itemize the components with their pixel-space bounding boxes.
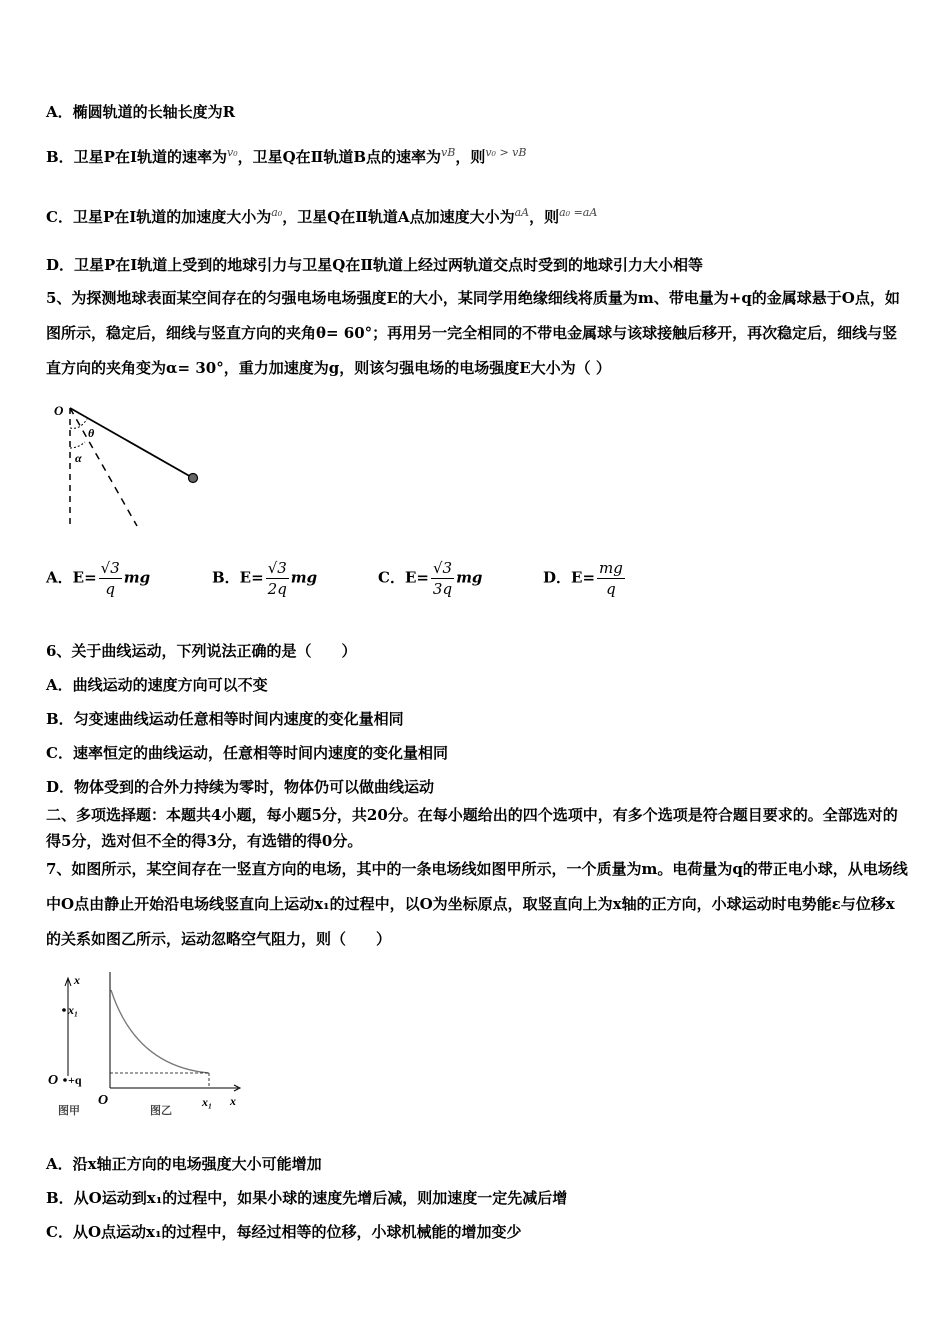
q7-option-b: B．从O运动到x₁的过程中，如果小球的速度先增后减，则加速度一定先减后增 <box>46 1189 568 1207</box>
fig-b-caption: 图乙 <box>150 1104 172 1117</box>
fraction: $\frac{√3}{3q}$ <box>432 559 453 598</box>
vb-symbol: vB <box>441 146 456 159</box>
q6-option-a: A．曲线运动的速度方向可以不变 <box>46 676 268 694</box>
q5-option-a: A．E= $\frac{√3}{q}$ mg <box>46 559 151 598</box>
q7-figure <box>46 968 251 1120</box>
new-thread-dashed <box>70 408 137 526</box>
alpha-arc <box>70 442 85 448</box>
energy-curve <box>111 990 209 1073</box>
q5-pendulum-figure <box>50 400 210 532</box>
fig-b-o-label: O <box>98 1093 109 1108</box>
fig-b-x1-label: x₁ <box>202 1095 213 1109</box>
label-o: O <box>54 403 64 418</box>
q6-option-c: C．速率恒定的曲线运动，任意相等时间内速度的变化量相同 <box>46 744 448 762</box>
aa-symbol: aA <box>514 206 530 219</box>
q4-option-b: B．卫星P在Ⅰ轨道的速率为$^{v_0}$，卫星Q在Ⅱ轨道B点的速率为$^{vB}$，则$^{v_0 > vB}$ <box>46 146 527 166</box>
q5-option-c: C．E= $\frac{√3}{3q}$ mg <box>378 559 483 598</box>
q5-option-d: D．E= $\frac{mg}{q}$ <box>543 559 623 598</box>
fraction: $\frac{√3}{2q}$ <box>267 559 287 598</box>
thread-line <box>70 408 193 478</box>
q7-option-a: A．沿x轴正方向的电场强度大小可能增加 <box>46 1155 322 1173</box>
fig-a-x1-label: x₁ <box>68 1003 79 1017</box>
fraction: $\frac{√3}{q}$ <box>100 559 120 598</box>
q6-option-d: D．物体受到的合外力持续为零时，物体仍可以做曲线运动 <box>46 778 435 796</box>
section-2-header: 二、多项选择题：本题共4小题，每小题5分，共20分。在每小题给出的四个选项中，有多个选项是符合题目要求的。全部选对的得5分，选对但不全的得3分，有选错的得0分。 <box>46 806 898 850</box>
fraction: $\frac{mg}{q}$ <box>599 559 623 598</box>
q4-option-d: D．卫星P在Ⅰ轨道上受到的地球引力与卫星Q在Ⅱ轨道上经过两轨道交点时受到的地球引力大小相等 <box>46 256 704 274</box>
v0-symbol: v₀ <box>226 146 238 159</box>
label-alpha: α <box>75 451 82 465</box>
q6-stem: 6、关于曲线运动，下列说法正确的是（ ） <box>46 642 357 660</box>
x1-point <box>62 1008 66 1012</box>
q6-option-b: B．匀变速曲线运动任意相等时间内速度的变化量相同 <box>46 710 404 728</box>
q5-option-b: B．E= $\frac{√3}{2q}$ mg <box>212 559 318 598</box>
q4-option-a: A．椭圆轨道的长轴长度为R <box>46 103 236 121</box>
fig-a-caption: 图甲 <box>58 1104 80 1117</box>
charge-label: +q <box>68 1073 82 1087</box>
label-theta: θ <box>88 426 95 440</box>
v-relation: v₀ > vB <box>485 146 527 159</box>
q7-stem: 7、如图所示，某空间存在一竖直方向的电场，其中的一条电场线如图甲所示，一个质量为m。电荷量为q的带正电小球，从电场线中O点由静止开始沿电场线竖直向上运动x₁的过程中，以O为坐标原点，取竖直向上为x轴的正方向，小球运动时电势能ε与位移x的关系如图乙所示，运动忽略空气阻力，则（ ） <box>46 860 908 948</box>
metal-ball <box>189 474 198 483</box>
charge-point <box>63 1078 67 1082</box>
fig-a-o-label: O <box>48 1073 59 1088</box>
a0-symbol: a₀ <box>271 206 283 219</box>
fig-b-x-label: x <box>230 1094 236 1108</box>
q7-option-c: C．从O点运动x₁的过程中，每经过相等的位移，小球机械能的增加变少 <box>46 1223 522 1241</box>
q5-stem: 5、为探测地球表面某空间存在的匀强电场电场强度E的大小，某同学用绝缘细线将质量为m、带电量为+q的金属球悬于O点，如图所示，稳定后，细线与竖直方向的夹角θ= 60°；再用另一完全相同的不带电金属球与该球接触后移开，再次稳定后，细线与竖直方向的夹角变为α= 30°，重力加速度为g，则该匀强电场的电场强度E大小为（ ） <box>46 289 900 377</box>
a-relation: a₀ =aA <box>559 206 598 219</box>
q4-option-c: C．卫星P在Ⅰ轨道的加速度大小为$^{a_0}$，卫星Q在Ⅱ轨道A点加速度大小为$^{aA}$，则$^{a_0 =aA}$ <box>46 206 598 226</box>
fig-a-x-label: x <box>74 973 80 987</box>
